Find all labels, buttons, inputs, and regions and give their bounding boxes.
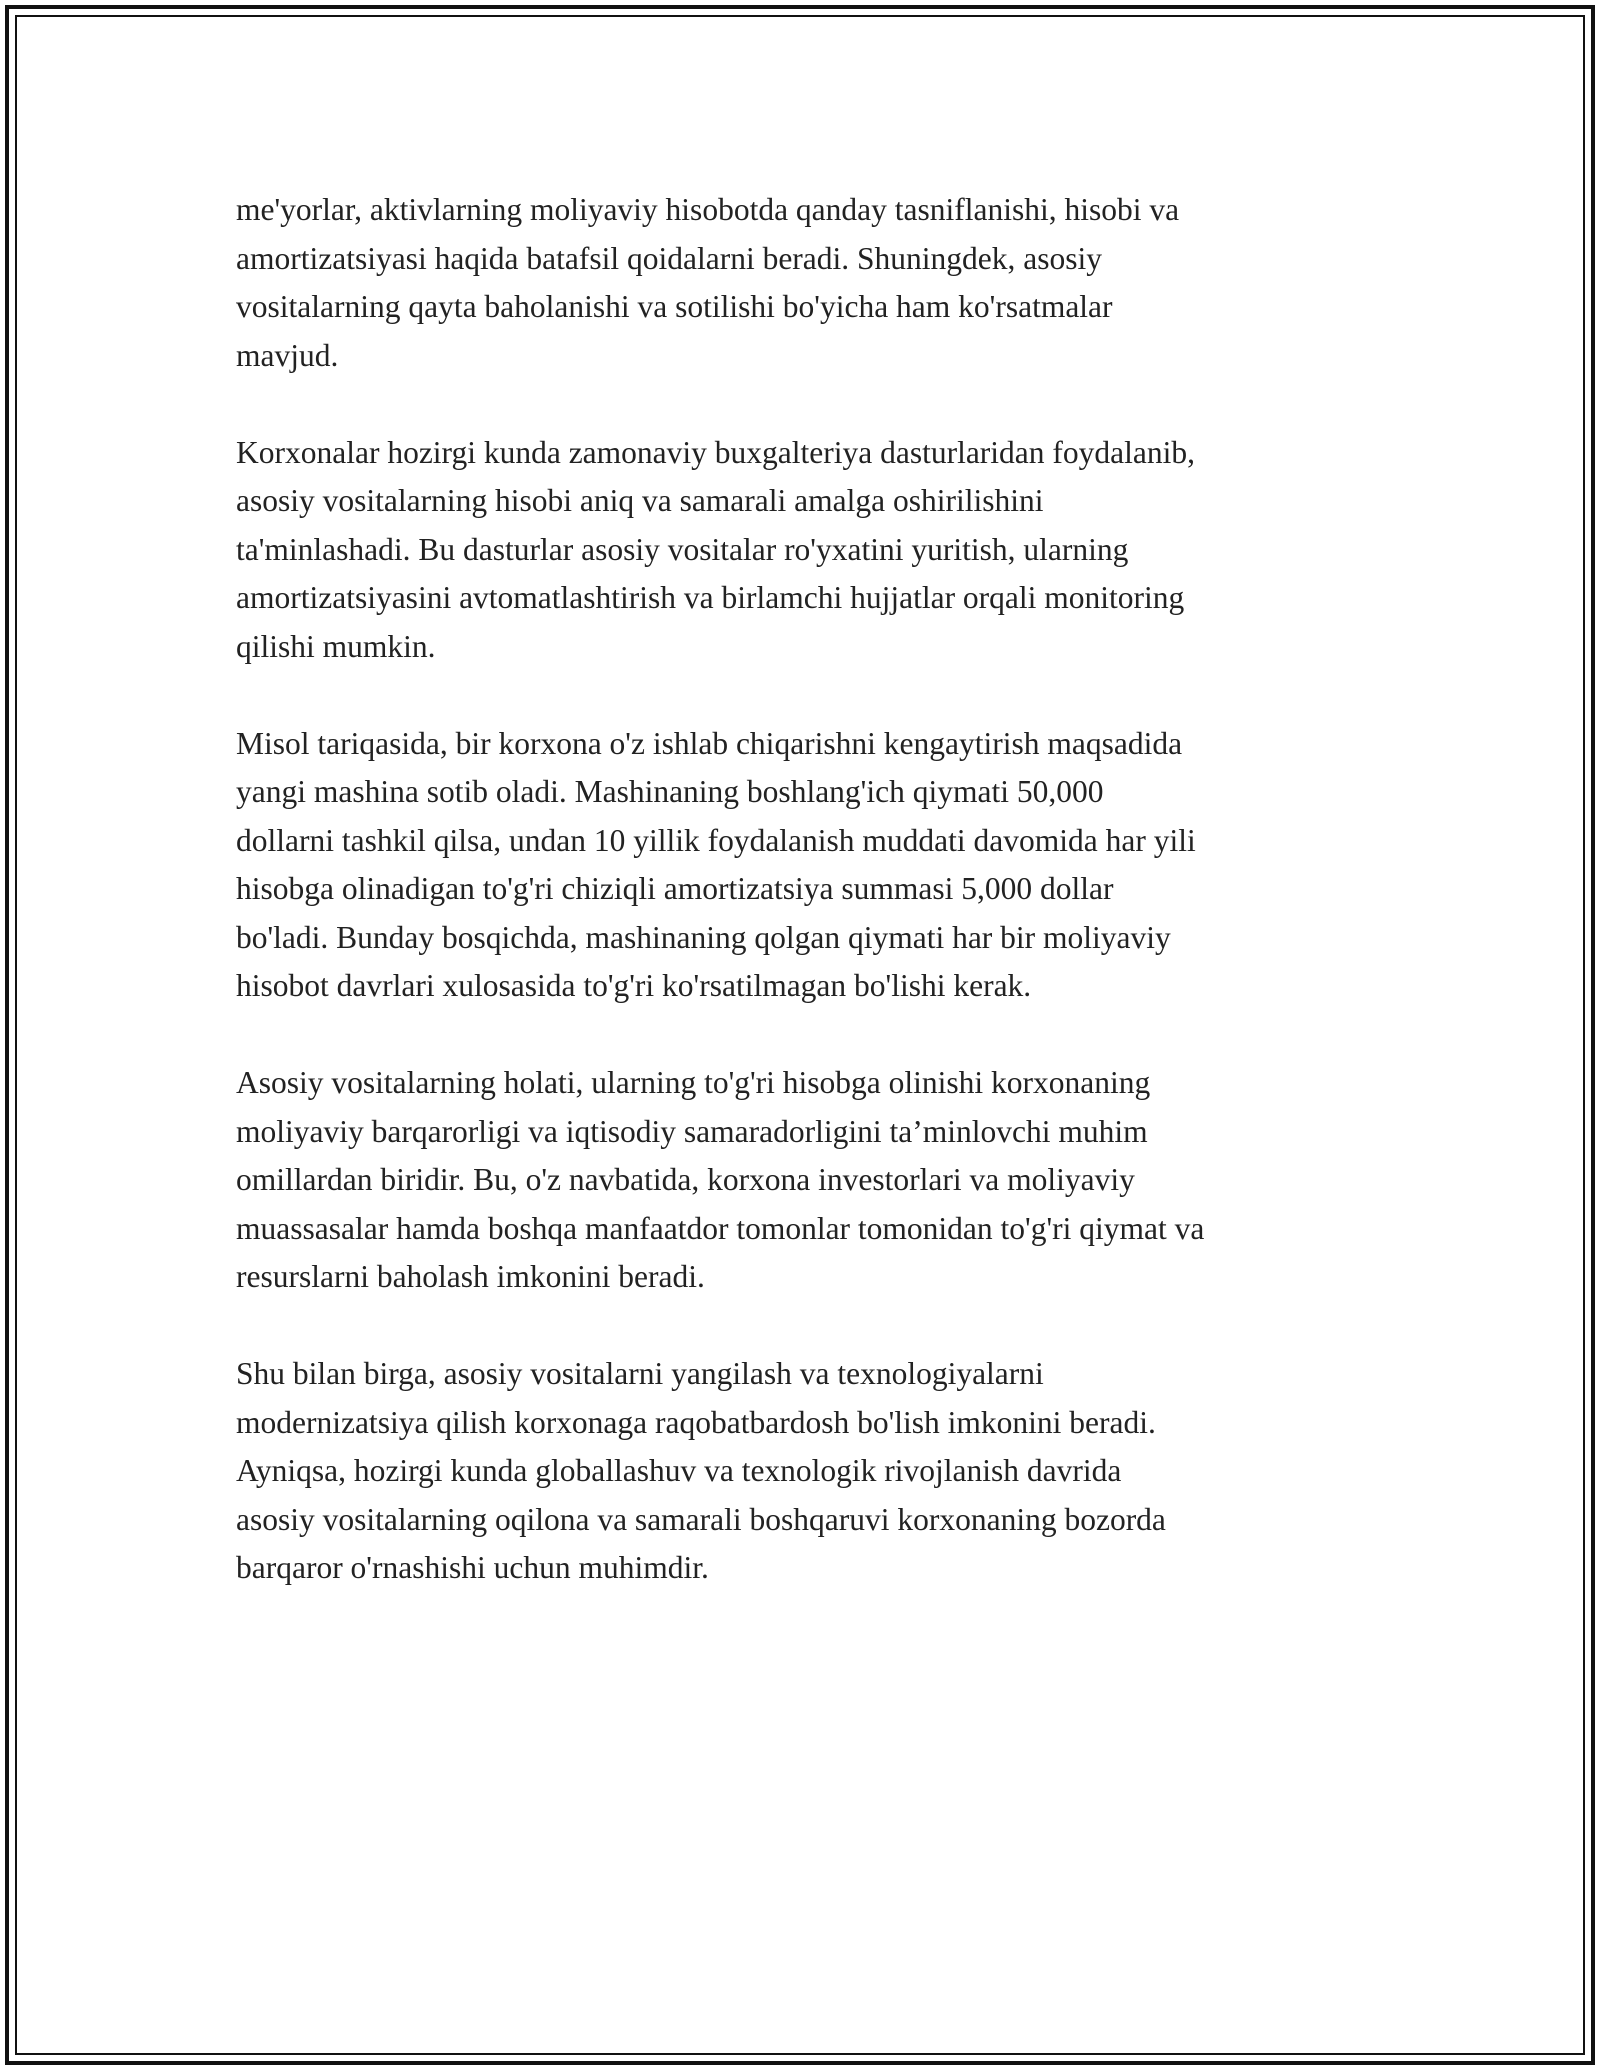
paragraph: [236, 186, 1366, 380]
text-line: omillardan biridir. Bu, o'z navbatida, korxona investorlari va moliyaviy: [236, 1162, 1135, 1197]
text-line: Asosiy vositalarning holati, ularning to'g'ri hisobga olinishi korxonaning: [236, 1065, 1151, 1100]
text-line: asosiy vositalarning oqilona va samarali boshqaruvi korxonaning bozorda: [236, 1501, 1166, 1537]
text-line: amortizatsiyasini avtomatlashtirish va birlamchi hujjatlar orqali monitoring: [236, 580, 1185, 615]
paragraph: [236, 429, 1366, 672]
text-line: moliyaviy barqarorligi va iqtisodiy samaradorligini ta’minlovchi muhim: [236, 1113, 1148, 1149]
text-line: asosiy vositalarning hisobi aniq va samarali amalga oshirilishini: [236, 483, 1044, 518]
paragraph: [236, 1059, 1366, 1302]
text-line: ta'minlashadi. Bu dasturlar asosiy vositalar ro'yxatini yuritish, ularning: [236, 531, 1129, 567]
paragraph: [236, 720, 1366, 1011]
text-line: dollarni tashkil qilsa, undan 10 yillik foydalanish muddati davomida har yili: [236, 822, 1196, 858]
text-line: me'yorlar, aktivlarning moliyaviy hisobotda qanday tasniflanishi, hisobi va: [236, 192, 1180, 227]
text-line: barqaror o'rnashishi uchun muhimdir.: [236, 1550, 709, 1585]
text-line: hisobot davrlari xulosasida to'g'ri ko'rsatilmagan bo'lishi kerak.: [236, 968, 1032, 1003]
text-line: resurslarni baholash imkonini beradi.: [236, 1259, 705, 1294]
paragraph: [236, 1350, 1366, 1593]
text-line: qilishi mumkin.: [236, 628, 436, 664]
text-line: bo'ladi. Bunday bosqichda, mashinaning qolgan qiymati har bir moliyaviy: [236, 919, 1171, 955]
text-line: Ayniqsa, hozirgi kunda globallashuv va texnologik rivojlanish davrida: [236, 1453, 1122, 1488]
document-body: [236, 186, 1366, 1641]
text-line: amortizatsiyasi haqida batafsil qoidalarni beradi. Shuningdek, asosiy: [236, 240, 1103, 276]
text-line: hisobga olinadigan to'g'ri chiziqli amortizatsiya summasi 5,000 dollar: [236, 871, 1114, 906]
text-line: Misol tariqasida, bir korxona o'z ishlab chiqarishni kengaytirish maqsadida: [236, 725, 1183, 761]
text-line: muassasalar hamda boshqa manfaatdor tomonlar tomonidan to'g'ri qiymat va: [236, 1210, 1205, 1246]
text-line: Shu bilan birga, asosiy vositalarni yangilash va texnologiyalarni: [236, 1356, 1044, 1391]
text-line: mavjud.: [236, 337, 339, 373]
text-line: vositalarning qayta baholanishi va sotilishi bo'yicha ham ko'rsatmalar: [236, 289, 1113, 324]
text-line: Korxonalar hozirgi kunda zamonaviy buxgalteriya dasturlaridan foydalanib,: [236, 434, 1195, 470]
text-line: modernizatsiya qilish korxonaga raqobatbardosh bo'lish imkonini beradi.: [236, 1404, 1156, 1440]
text-line: yangi mashina sotib oladi. Mashinaning boshlang'ich qiymati 50,000: [236, 774, 1104, 809]
